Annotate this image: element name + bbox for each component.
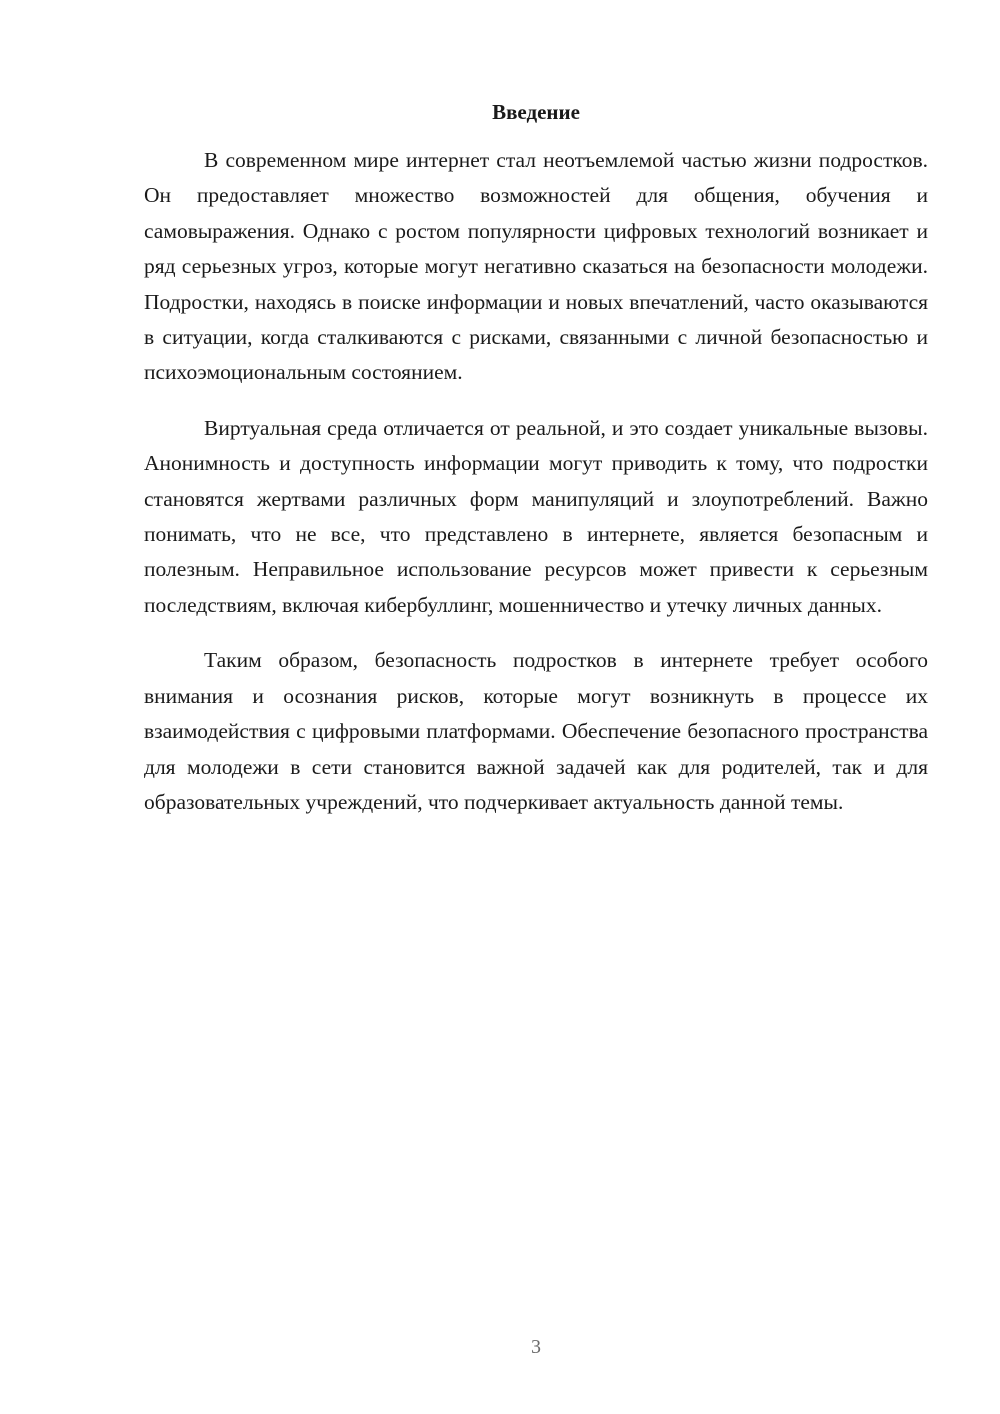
paragraph: Таким образом, безопасность подростков в интернете требует особого внимания и осознания рисков, которые могут возникнуть в процессе их взаимодействия с цифровыми платформами. Обеспечение безопасного пространства для молодежи в сети становится важной задачей как для родителей, так и для образовательных учреждений, что подчеркивает актуальность данной темы. (144, 648, 928, 814)
paragraph: Виртуальная среда отличается от реальной, и это создает уникальные вызовы. Анонимность и доступность информации могут приводить к тому, что подростки становятся жертвами различных форм манипуляций и злоупотреблений. Важно понимать, что не все, что представлено в интернете, является безопасным и полезным. Неправильное использование ресурсов может привести к серьезным последствиям, включая кибербуллинг, мошенничество и утечку личных данных. (144, 415, 928, 617)
paragraph: В современном мире интернет стал неотъемлемой частью жизни подростков. Он предоставляет множество возможностей для общения, обучения и самовыражения. Однако с ростом популярности цифровых технологий возникает и ряд серьезных угроз, которые могут негативно сказаться на безопасности молодежи. Подростки, находясь в поиске информации и новых впечатлений, часто оказываются в ситуации, когда сталкиваются с рисками, связанными с личной безопасностью и психоэмоциональным состоянием. (144, 148, 928, 385)
body-text (144, 143, 928, 820)
page-number: 3 (531, 1336, 541, 1358)
section-heading: Введение (492, 100, 580, 124)
